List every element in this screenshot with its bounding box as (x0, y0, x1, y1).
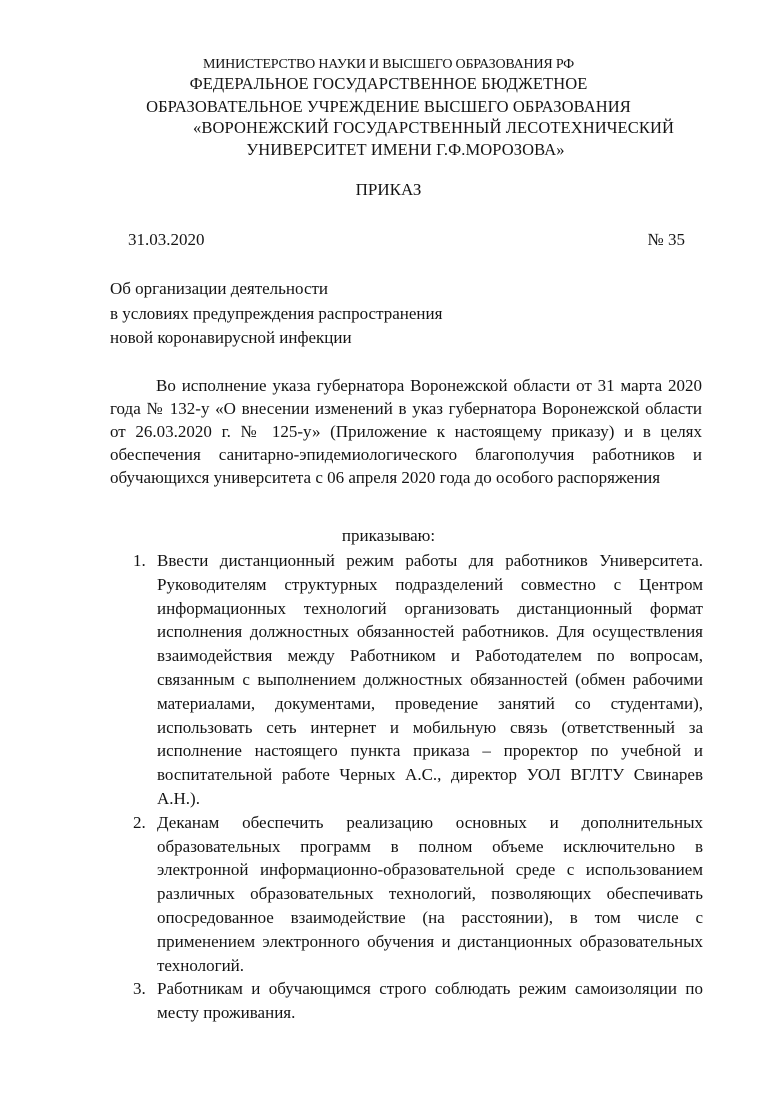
document-date: 31.03.2020 (128, 230, 205, 249)
item-number: 2. (133, 812, 146, 832)
document-subject (110, 277, 442, 351)
item-text: Работникам и обучающимся строго соблюдать режим самоизоляции по месту проживания. (157, 979, 703, 1023)
list-item (133, 549, 703, 811)
document-title: ПРИКАЗ (355, 180, 422, 199)
list-item (133, 977, 703, 1025)
order-list (133, 549, 703, 1025)
list-item (133, 811, 703, 978)
subject-line: новой коронавирусной инфекции (110, 328, 352, 347)
university-name-line: «ВОРОНЕЖСКИЙ ГОСУДАРСТВЕННЫЙ ЛЕСОТЕХНИЧЕСКИЙ (193, 118, 674, 137)
preamble-paragraph (110, 374, 702, 489)
ministry-line: МИНИСТЕРСТВО НАУКИ И ВЫСШЕГО ОБРАЗОВАНИЯ РФ (202, 57, 575, 72)
item-text: Ввести дистанционный режим работы для работников Университета. Руководителям структурных подразделений совместно с Центром информационных технологий организовать дистанционный формат исполнения должностных обязанностей работников. Для осуществления взаимодействия между Работником и Работодателем по вопросам, связанным с выполнением должностных обязанностей (обмен рабочими материалами, документами, проведение занятий со студентами), использовать сеть интернет и мобильную связь (ответственный за исполнение настоящего пункта приказа – проректор по учебной и воспитательной работе Черных А.С., директор УОЛ ВГЛТУ Свинарев А.Н.). (157, 551, 703, 808)
university-name-line-2: УНИВЕРСИТЕТ ИМЕНИ Г.Ф.МОРОЗОВА» (246, 140, 565, 159)
document-number: № 35 (647, 230, 685, 249)
subject-line: Об организации деятельности (110, 279, 329, 298)
decree-word: приказываю: (341, 526, 436, 545)
item-number: 3. (133, 979, 146, 999)
preamble-text: Во исполнение указа губернатора Воронежской области от 31 марта 2020 года № 132-у «О внесении изменений в указ губернатора Воронежской области от 26.03.2020 г. № 125-у» (Приложение к настоящему приказу) и в целях обеспечения санитарно-эпидемиологического благополучия работников и обучающихся университета с 06 апреля 2020 года до особого распоряжения (110, 376, 702, 487)
institution-form-line: ОБРАЗОВАТЕЛЬНОЕ УЧРЕЖДЕНИЕ ВЫСШЕГО ОБРАЗОВАНИЯ (146, 97, 631, 116)
item-text: Деканам обеспечить реализацию основных и дополнительных образовательных программ в полном объеме исключительно в электронной информационно-образовательной среде с использованием различных образовательных технологий, позволяющих обеспечивать опосредованное взаимодействие (на расстоянии), в том числе с применением электронного обучения и дистанционных образовательных технологий. (157, 812, 703, 975)
subject-line: в условиях предупреждения распространения (110, 303, 443, 323)
institution-type-line: ФЕДЕРАЛЬНОЕ ГОСУДАРСТВЕННОЕ БЮДЖЕТНОЕ (189, 74, 588, 93)
item-number: 1. (133, 551, 146, 570)
